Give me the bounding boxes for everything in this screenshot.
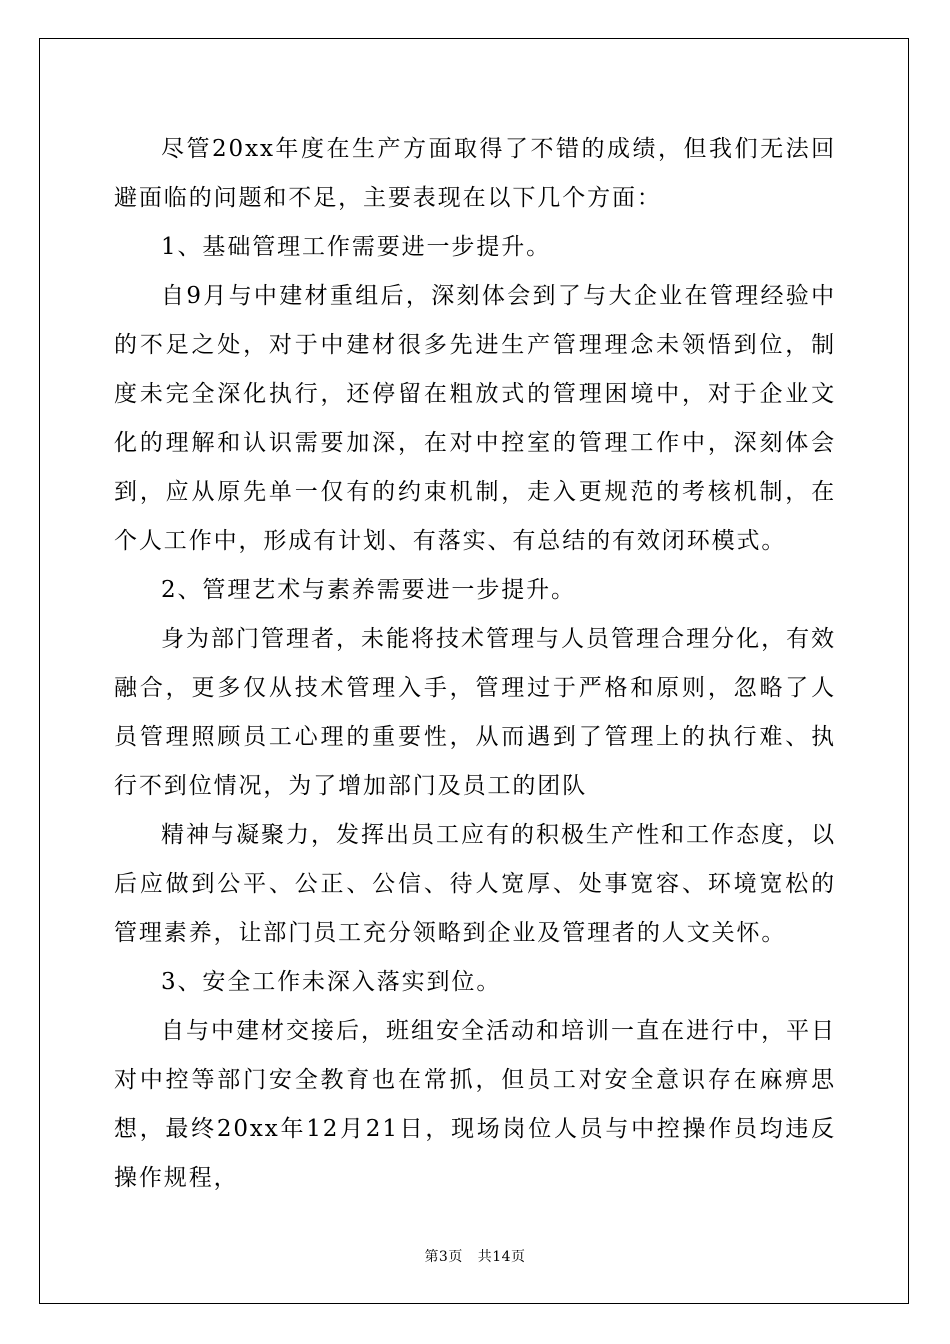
paragraph-item-2b: 精神与凝聚力，发挥出员工应有的积极生产性和工作态度，以后应做到公平、公正、公信、待人宽厚、处事宽容、环境宽松的管理素养，让部门员工充分领略到企业及管理者的人文关怀。 (114, 822, 836, 946)
paragraph-item-1: 自9月与中建材重组后，深刻体会到了与大企业在管理经验中的不足之处，对于中建材很多先进生产管理理念未领悟到位，制度未完全深化执行，还停留在粗放式的管理困境中，对于企业文化的理解和认识需要加深，在对中控室的管理工作中，深刻体会到，应从原先单一仅有的约束机制，走入更规范的考核机制，在个人工作中，形成有计划、有落实、有总结的有效闭环模式。 (114, 283, 836, 554)
page-total: 共14页 (477, 1249, 526, 1265)
paragraph-item-3: 自与中建材交接后，班组安全活动和培训一直在进行中，平日对中控等部门安全教育也在常抓，但员工对安全意识存在麻痹思想，最终20xx年12月21日，现场岗位人员与中控操作员均违反操作规程， (114, 1018, 836, 1191)
paragraph-intro: 尽管20xx年度在生产方面取得了不错的成绩，但我们无法回避面临的问题和不足，主要表现在以下几个方面： (114, 136, 836, 211)
paragraph-item-2a: 身为部门管理者，未能将技术管理与人员管理合理分化，有效融合，更多仅从技术管理入手，管理过于严格和原则，忽略了人员管理照顾员工心理的重要性，从而遇到了管理上的执行难、执行不到位情况，为了增加部门及员工的团队 (114, 626, 836, 799)
heading-item-1: 1、基础管理工作需要进一步提升。 (161, 234, 552, 260)
page-number: 第3页 (424, 1249, 463, 1265)
heading-item-2: 2、管理艺术与素养需要进一步提升。 (161, 577, 576, 603)
document-body (114, 125, 836, 1203)
page-footer (0, 1246, 950, 1266)
heading-item-3: 3、安全工作未深入落实到位。 (161, 969, 502, 995)
